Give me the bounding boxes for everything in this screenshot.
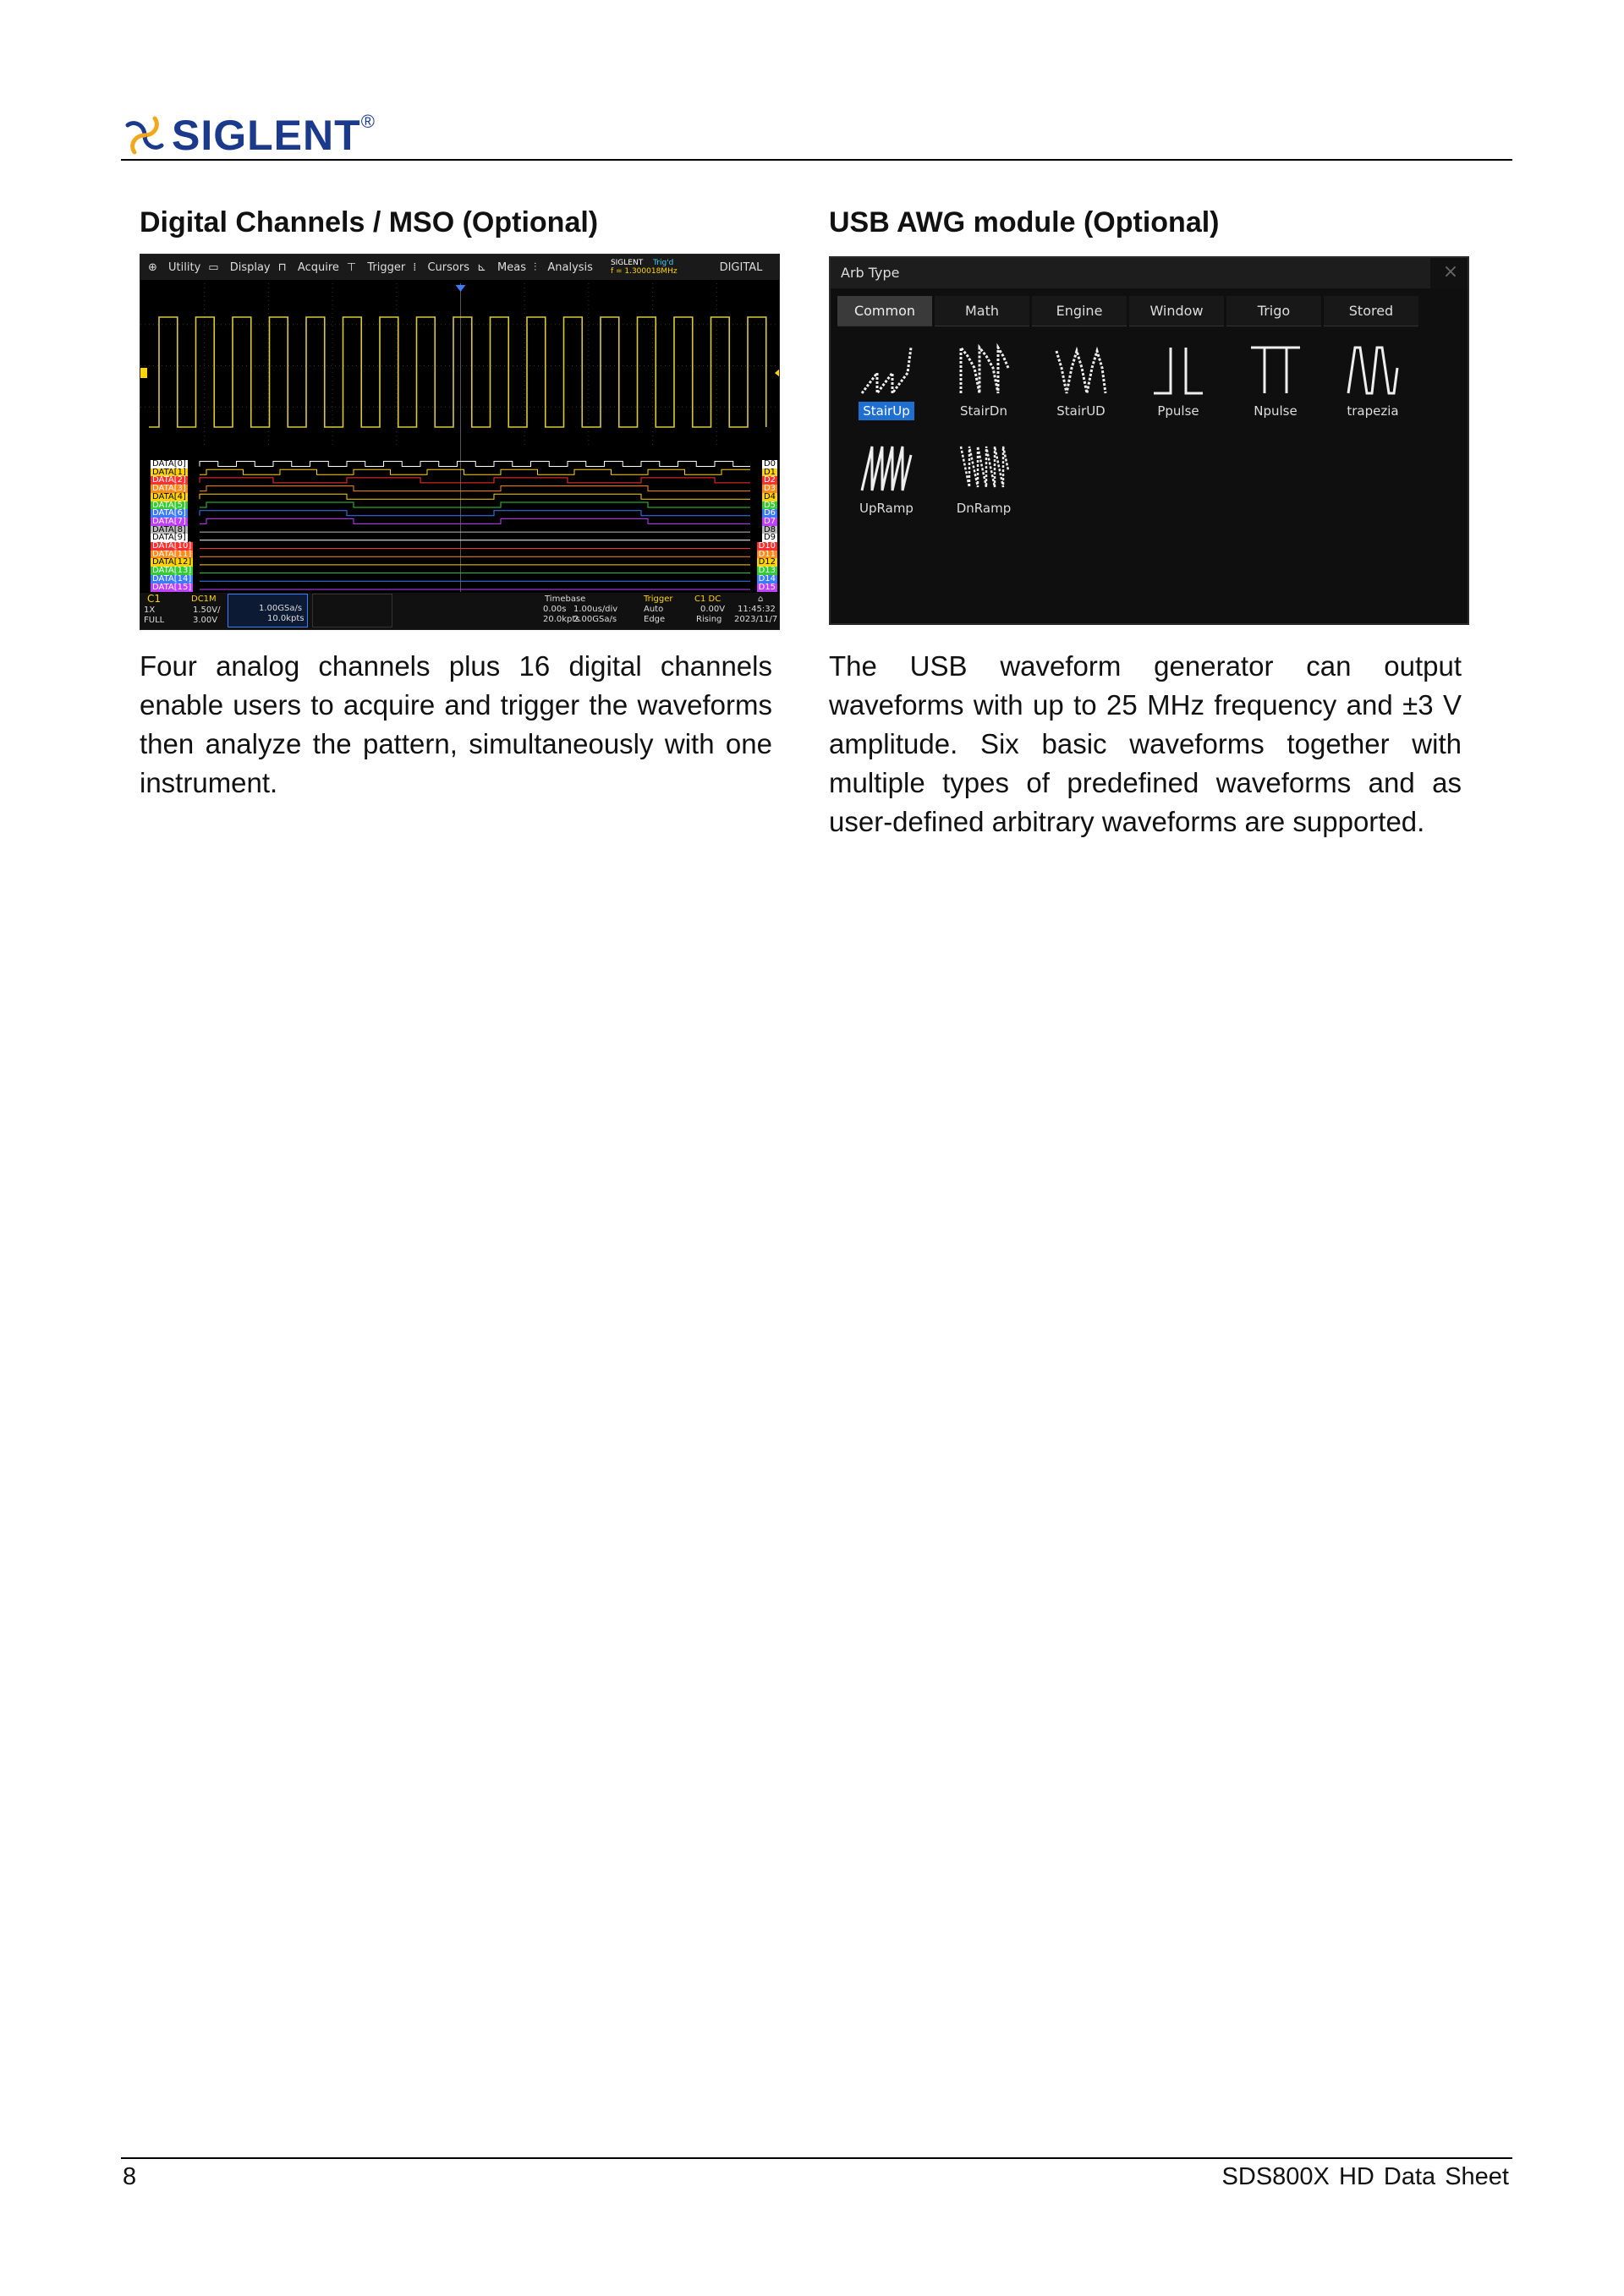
scope-menu-acquire: ⊓ Acquire [277, 260, 339, 274]
status-date: 2023/11/7 [734, 615, 778, 624]
digital-d-label: D10 [758, 541, 776, 551]
digital-d-label: D2 [763, 475, 776, 485]
digital-channel-label: DATA[3] [152, 484, 186, 494]
awg-desc-line: waveforms with up to 25 MHz frequency and ±3 V [829, 689, 1462, 721]
digital-channel-label: DATA[6] [152, 508, 186, 518]
digital-d-label: D6 [763, 508, 776, 518]
digital-d-label: D13 [758, 566, 776, 576]
ppulse-wave-icon [1150, 342, 1206, 398]
digital-d-label: D4 [763, 491, 776, 501]
status-points: 10.0kpts [267, 614, 304, 623]
digital-d-label: D14 [758, 573, 776, 584]
waveform-dnramp[interactable] [941, 440, 1026, 529]
digital-channel-label: DATA[8] [152, 524, 186, 534]
tab-common[interactable]: Common [837, 296, 932, 326]
digital-d-label: D12 [758, 557, 776, 567]
siglent-logo [123, 110, 376, 161]
mso-desc-line: instrument. [140, 767, 278, 798]
digital-channel-label: DATA[0] [152, 459, 186, 469]
digital-d-label: D5 [763, 500, 776, 510]
digital-channel-label: DATA[12] [152, 557, 192, 567]
logo-wordmark: SIGLENT® [172, 111, 376, 159]
awg-desc-line: The USB waveform generator can output [829, 650, 1462, 682]
digital-lane-waveform [200, 469, 750, 474]
close-icon[interactable]: × [1430, 258, 1469, 288]
timebase-scale: 1.00us/div [573, 605, 618, 614]
dnramp-wave-icon [956, 440, 1012, 496]
awg-dialog-title: Arb Type [841, 265, 900, 281]
status-empty-slot [312, 594, 392, 627]
awg-description [829, 647, 1462, 841]
timebase-delay: 0.00s [543, 605, 567, 614]
awg-tabs [837, 296, 1421, 328]
digital-channel-label: DATA[5] [152, 500, 186, 510]
digital-d-label: D7 [763, 516, 776, 526]
digital-d-label: D9 [763, 533, 776, 543]
awg-dialog-header [831, 258, 1469, 288]
mso-desc-line: then analyze the pattern, simultaneously with one [140, 728, 772, 759]
scope-menu-display: ▭ Display [208, 260, 271, 274]
scope-mode-digital: DIGITAL [719, 260, 763, 274]
trigger-level-marker [775, 368, 780, 378]
status-offset: 3.00V [193, 616, 218, 625]
digital-d-label: D8 [763, 524, 776, 534]
digital-channel-label: DATA[11] [152, 549, 192, 559]
digital-lane-waveform [200, 518, 750, 523]
trigger-level: 0.00V [700, 605, 726, 614]
stairup-label: StairUp [859, 402, 914, 420]
upramp-wave-icon [859, 440, 914, 496]
trigger-label: Trigger [644, 595, 673, 604]
scope-menu-analysis: ⫶ Analysis [533, 260, 593, 274]
status-probe: 1X [144, 606, 156, 615]
footer-rule [121, 2157, 1512, 2159]
digital-lane-waveform [200, 511, 750, 516]
waveform-stairup[interactable] [844, 342, 929, 431]
status-coupling: DC1M [191, 595, 217, 604]
page-number: 8 [123, 2163, 137, 2190]
tab-stored[interactable]: Stored [1324, 296, 1418, 326]
digital-lane-waveform [200, 462, 750, 467]
scope-status-bar [140, 593, 780, 630]
digital-channel-label: DATA[7] [152, 516, 186, 526]
digital-d-label: D1 [763, 467, 776, 477]
stairdn-label: StairDn [960, 403, 1007, 419]
digital-d-label: D0 [763, 459, 776, 469]
waveform-trapezia[interactable] [1330, 342, 1415, 431]
stairup-wave-icon [859, 342, 914, 398]
scope-menu-bar [140, 255, 780, 280]
trapezia-wave-icon [1345, 342, 1401, 398]
digital-channel-label: DATA[2] [152, 475, 186, 485]
header-rule [121, 159, 1512, 161]
digital-channel-label: DATA[15] [152, 582, 192, 592]
npulse-wave-icon [1248, 342, 1303, 398]
waveform-npulse[interactable] [1233, 342, 1318, 431]
digital-channel-label: DATA[10] [152, 541, 192, 551]
waveform-stairdn[interactable] [941, 342, 1026, 431]
status-volts: 1.50V/ [193, 606, 221, 615]
tab-math[interactable]: Math [935, 296, 1029, 326]
status-bandwidth: FULL [144, 616, 165, 625]
digital-d-label: D11 [758, 549, 776, 559]
trapezia-label: trapezia [1347, 403, 1399, 419]
waveform-upramp[interactable] [844, 440, 929, 529]
dnramp-label: DnRamp [956, 501, 1012, 516]
c1-level-marker [140, 368, 147, 378]
npulse-label: Npulse [1254, 403, 1298, 419]
section-title-awg: USB AWG module (Optional) [829, 206, 1220, 238]
waveform-ppulse[interactable] [1136, 342, 1221, 431]
doc-title: SDS800X HD Data Sheet [1221, 2163, 1509, 2190]
scope-waveform-area [140, 283, 780, 592]
lock-icon: ⌂ [758, 595, 764, 604]
stairud-label: StairUD [1056, 403, 1106, 419]
timebase-points: 20.0kpts [543, 615, 580, 624]
tab-engine[interactable]: Engine [1032, 296, 1127, 326]
mso-desc-line: Four analog channels plus 16 digital channels [140, 650, 772, 682]
scope-menu-meas: ⊾ Meas [476, 260, 526, 274]
status-rate: 1.00GSa/s [259, 604, 303, 613]
scope-menu-trigger: ⊤ Trigger [346, 260, 406, 274]
digital-d-label: D3 [763, 484, 776, 494]
digital-channel-label: DATA[14] [152, 573, 192, 584]
status-time: 11:45:32 [738, 605, 776, 614]
awg-desc-line: user-defined arbitrary waveforms are supported. [829, 806, 1425, 837]
timebase-rate: 2.00GSa/s [573, 615, 617, 624]
mso-description [140, 647, 772, 803]
mso-screenshot [140, 254, 780, 630]
digital-lane-waveform [200, 494, 750, 499]
stairud-wave-icon [1053, 342, 1109, 398]
trigger-position-marker [456, 285, 466, 292]
digital-channel-label: DATA[9] [152, 533, 186, 543]
digital-lane-waveform [200, 502, 750, 507]
scope-trigger-info: SIGLENT Trig'd f = 1.300018MHz [610, 259, 678, 276]
status-channel: C1 [147, 593, 162, 605]
trigger-mode: Auto [644, 605, 664, 614]
scope-menu-cursors: ⁞ Cursors [413, 260, 469, 274]
awg-desc-line: amplitude. Six basic waveforms together with [829, 728, 1462, 759]
c1-analog-waveform [149, 317, 766, 427]
tab-window[interactable]: Window [1129, 296, 1224, 326]
upramp-label: UpRamp [859, 501, 914, 516]
trigger-type: Edge [644, 615, 666, 624]
timebase-label: Timebase [545, 595, 586, 604]
digital-channel-label: DATA[1] [152, 467, 186, 477]
scope-waveforms [140, 283, 780, 592]
awg-screenshot [829, 256, 1469, 625]
scope-menu-utility: ⊕ Utility [148, 260, 201, 274]
section-title-mso: Digital Channels / MSO (Optional) [140, 206, 599, 238]
digital-lane-waveform [200, 486, 750, 491]
digital-channel-label: DATA[4] [152, 491, 186, 501]
digital-channel-label: DATA[13] [152, 566, 192, 576]
siglent-swirl-icon [123, 113, 167, 157]
waveform-stairud[interactable] [1039, 342, 1123, 431]
digital-d-label: D15 [758, 582, 776, 592]
awg-desc-line: multiple types of predefined waveforms and as [829, 767, 1462, 798]
stairdn-wave-icon [956, 342, 1012, 398]
tab-trigo[interactable]: Trigo [1226, 296, 1321, 326]
mso-desc-line: enable users to acquire and trigger the waveforms [140, 689, 772, 721]
ppulse-label: Ppulse [1157, 403, 1199, 419]
digital-lane-waveform [200, 478, 750, 483]
trigger-slope: Rising [696, 615, 722, 624]
trigger-source: C1 DC [694, 595, 721, 604]
